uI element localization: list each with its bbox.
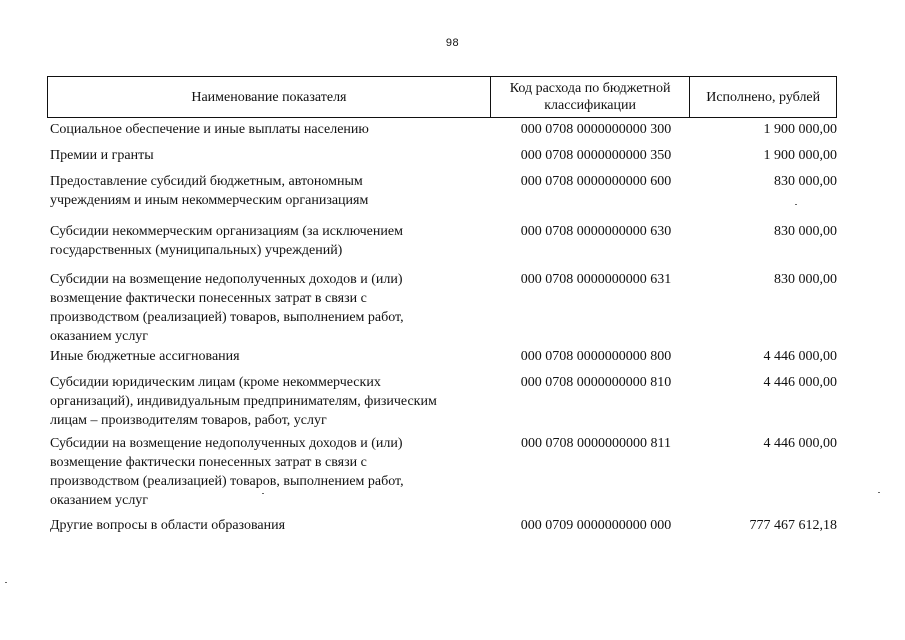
row-indicator-name (47, 434, 491, 510)
scan-speck (5, 582, 7, 583)
row-expense-code: 000 0708 0000000000 800 (520, 349, 672, 364)
table-row (47, 222, 837, 260)
row-expense-code: 000 0708 0000000000 600 (520, 174, 672, 189)
row-amount: 4 446 000,00 (763, 349, 837, 364)
row-amount: 1 900 000,00 (763, 122, 837, 137)
row-amount: 830 000,00 (774, 224, 837, 239)
row-expense-code: 000 0708 0000000000 811 (521, 436, 671, 451)
row-name-line: Иные бюджетные ассигнования (50, 349, 240, 364)
header-amount: Исполнено, рублей (706, 89, 821, 105)
row-name-line: Премии и гранты (50, 148, 154, 163)
row-name-line: Другие вопросы в области образования (50, 518, 286, 533)
row-amount: 777 467 612,18 (749, 518, 837, 533)
row-indicator-name (47, 146, 491, 165)
row-name-line: возмещение фактически понесенных затрат в связи с (50, 291, 367, 306)
table-row (47, 146, 837, 165)
table-row (47, 120, 837, 139)
row-name-line: Субсидии некоммерческим организациям (за исключением (50, 224, 403, 239)
scan-speck (795, 204, 797, 205)
row-name-line: Социальное обеспечение и иные выплаты населению (50, 122, 369, 137)
row-expense-code: 000 0708 0000000000 350 (520, 148, 672, 163)
row-name-line: учреждениям и иным некоммерческим организациям (50, 193, 369, 208)
table-row (47, 347, 837, 366)
row-name-line: Субсидии на возмещение недополученных доходов и (или) (50, 436, 403, 451)
row-expense-code: 000 0708 0000000000 630 (520, 224, 672, 239)
table-header (47, 76, 837, 118)
row-name-line: возмещение фактически понесенных затрат в связи с (50, 455, 367, 470)
row-indicator-name (47, 373, 491, 430)
row-name-line: Предоставление субсидий бюджетным, автономным (50, 174, 363, 189)
scan-speck (262, 493, 264, 494)
row-indicator-name (47, 516, 491, 535)
row-expense-code: 000 0709 0000000000 000 (520, 518, 672, 533)
row-indicator-name (47, 120, 491, 139)
row-amount: 1 900 000,00 (763, 148, 837, 163)
table-row (47, 434, 837, 510)
table-row (47, 270, 837, 346)
row-name-line: лицам – производителям товаров, работ, услуг (50, 413, 327, 428)
row-indicator-name (47, 172, 491, 210)
row-name-line: Субсидии на возмещение недополученных доходов и (или) (50, 272, 403, 287)
row-expense-code: 000 0708 0000000000 300 (520, 122, 672, 137)
row-expense-code: 000 0708 0000000000 810 (520, 375, 672, 390)
budget-table (47, 76, 837, 533)
header-code: Код расхода по бюджетной классификации (491, 77, 691, 117)
row-expense-code: 000 0708 0000000000 631 (520, 272, 672, 287)
row-name-line: Субсидии юридическим лицам (кроме некоммерческих (50, 375, 381, 390)
scan-speck (878, 492, 880, 493)
row-amount: 830 000,00 (774, 174, 837, 189)
row-name-line: производством (реализацией) товаров, выполнением работ, (50, 310, 404, 325)
row-indicator-name (47, 270, 491, 346)
page-number: 98 (445, 37, 460, 49)
row-indicator-name (47, 347, 491, 366)
row-amount: 830 000,00 (774, 272, 837, 287)
row-name-line: оказанием услуг (50, 329, 149, 344)
row-indicator-name (47, 222, 491, 260)
row-amount: 4 446 000,00 (763, 436, 837, 451)
table-row (47, 172, 837, 210)
row-name-line: организаций), индивидуальным предпринимателям, физическим (50, 394, 437, 409)
row-name-line: оказанием услуг (50, 493, 149, 508)
row-name-line: производством (реализацией) товаров, выполнением работ, (50, 474, 404, 489)
row-amount: 4 446 000,00 (763, 375, 837, 390)
row-name-line: государственных (муниципальных) учреждений) (50, 243, 343, 258)
header-name: Наименование показателя (48, 77, 491, 117)
table-row (47, 373, 837, 430)
table-row (47, 516, 837, 535)
